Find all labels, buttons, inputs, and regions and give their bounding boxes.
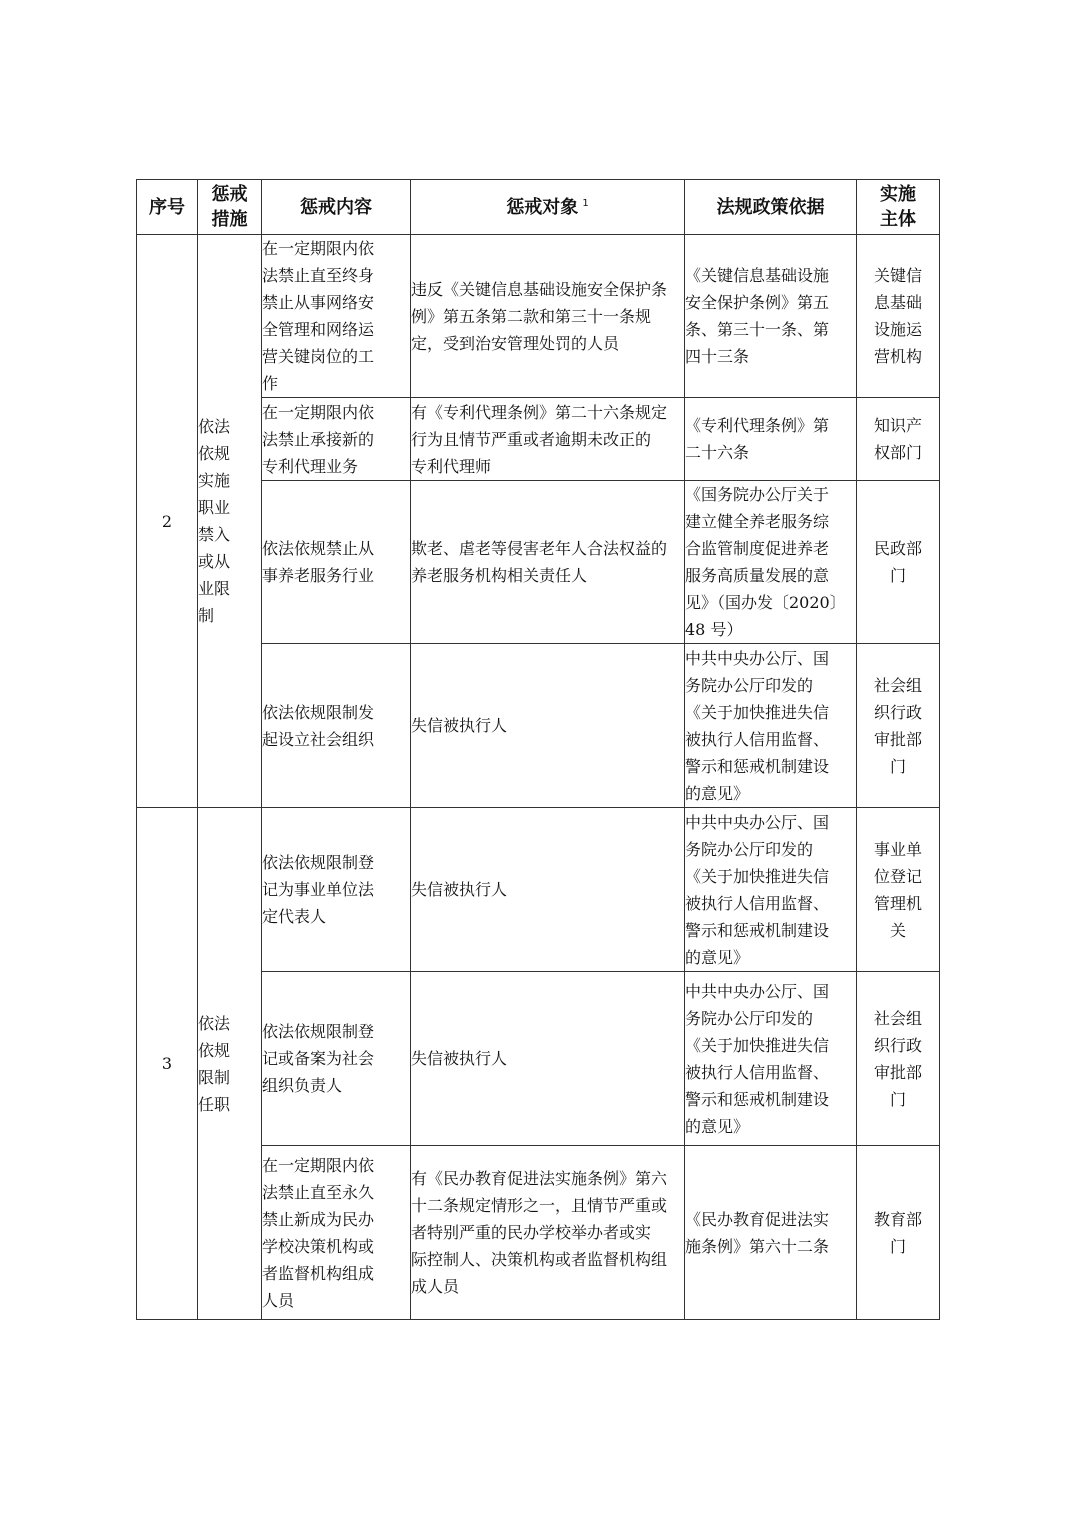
basis-cell-line: 的意见》 bbox=[685, 947, 750, 967]
target-cell bbox=[411, 808, 685, 972]
org-cell bbox=[857, 235, 940, 398]
basis-cell-line: 中共中央办公厅、国 bbox=[685, 981, 830, 1001]
org-cell-line: 社会组 bbox=[873, 1008, 922, 1028]
header-seq: 序号 bbox=[137, 180, 198, 235]
org-cell-line: 关 bbox=[889, 920, 906, 940]
basis-cell-line: 中共中央办公厅、国 bbox=[685, 812, 830, 832]
measure-cell-line: 依规 bbox=[198, 444, 231, 463]
basis-cell-line: 被执行人信用监督、 bbox=[685, 729, 830, 749]
target-cell-line: 定，受到治安管理处罚的人员 bbox=[411, 333, 620, 353]
target-cell-line: 例》第五条第二款和第三十一条规 bbox=[411, 306, 652, 326]
content-cell bbox=[262, 808, 411, 972]
basis-cell-line: 警示和惩戒机制建设 bbox=[685, 756, 830, 776]
org-cell-line: 审批部 bbox=[873, 1062, 922, 1082]
content-cell bbox=[262, 972, 411, 1146]
seq-cell: 2 bbox=[137, 235, 198, 808]
target-cell-line: 行为且情节严重或者逾期未改正的 bbox=[411, 429, 652, 449]
org-cell-line: 门 bbox=[889, 1089, 906, 1109]
content-cell-line: 在一定期限内依 bbox=[262, 402, 375, 422]
basis-cell bbox=[685, 1146, 857, 1320]
org-cell-line: 门 bbox=[889, 1236, 906, 1256]
basis-cell-line: 条、第三十一条、第 bbox=[685, 320, 830, 339]
org-cell-line: 教育部 bbox=[873, 1209, 922, 1229]
table-header-row bbox=[137, 180, 940, 235]
measure-cell-line: 制 bbox=[198, 606, 215, 625]
header-basis: 法规政策依据 bbox=[685, 180, 857, 235]
org-cell-line: 息基础 bbox=[873, 293, 922, 312]
basis-cell-line: 《关于加快推进失信 bbox=[685, 702, 830, 722]
basis-cell-line: 《专利代理条例》第 bbox=[685, 416, 830, 435]
target-cell-line: 十二条规定情形之一，且情节严重或 bbox=[411, 1196, 668, 1215]
basis-cell-line: 的意见》 bbox=[685, 783, 750, 803]
table-body bbox=[137, 235, 940, 1320]
target-cell-line: 专利代理师 bbox=[411, 456, 492, 476]
target-cell-line: 违反《关键信息基础设施安全保护条 bbox=[411, 279, 668, 299]
footnote-marker: 1 bbox=[582, 197, 589, 209]
basis-cell-line: 见》（国办发〔2020〕 bbox=[685, 593, 846, 612]
seq-cell: 3 bbox=[137, 808, 198, 1320]
content-cell-line: 记为事业单位法 bbox=[262, 880, 375, 899]
org-cell-line: 设施运 bbox=[873, 320, 922, 339]
measure-cell-line: 或从 bbox=[198, 552, 231, 571]
org-cell-line: 门 bbox=[889, 756, 906, 776]
content-cell bbox=[262, 481, 411, 644]
measure-cell-line: 业限 bbox=[198, 579, 231, 598]
basis-cell-line: 务院办公厅印发的 bbox=[685, 675, 814, 695]
target-cell bbox=[411, 1146, 685, 1320]
target-cell bbox=[411, 235, 685, 398]
basis-cell bbox=[685, 481, 857, 644]
content-cell-line: 专利代理业务 bbox=[262, 456, 359, 476]
basis-cell bbox=[685, 398, 857, 481]
content-cell bbox=[262, 235, 411, 398]
org-cell bbox=[857, 808, 940, 972]
content-cell-line: 依法依规限制登 bbox=[262, 853, 375, 872]
basis-cell-line: 《关于加快推进失信 bbox=[685, 866, 830, 886]
org-cell bbox=[857, 644, 940, 808]
basis-cell-line: 务院办公厅印发的 bbox=[685, 1008, 814, 1028]
basis-cell-line: 的意见》 bbox=[685, 1116, 750, 1136]
content-cell-line: 在一定期限内依 bbox=[262, 239, 375, 258]
measure-cell-line: 职业 bbox=[198, 498, 231, 517]
basis-cell-line: 警示和惩戒机制建设 bbox=[685, 1089, 830, 1109]
target-cell bbox=[411, 972, 685, 1146]
table-row bbox=[137, 808, 940, 972]
target-cell-line: 者特别严重的民办学校举办者或实 bbox=[411, 1223, 652, 1242]
basis-cell-line: 建立健全养老服务综 bbox=[685, 512, 830, 531]
content-cell-line: 禁止新成为民办 bbox=[262, 1209, 375, 1229]
content-cell-line: 作 bbox=[262, 374, 279, 393]
measure-cell-line: 实施 bbox=[198, 471, 231, 490]
org-cell-line: 社会组 bbox=[873, 675, 922, 695]
basis-cell-line: 被执行人信用监督、 bbox=[685, 893, 830, 913]
content-cell-line: 法禁止直至终身 bbox=[262, 266, 375, 285]
header-target: 惩戒对象 $^1$ bbox=[411, 180, 685, 235]
org-cell-line: 位登记 bbox=[873, 866, 922, 886]
basis-cell-line: 务院办公厅印发的 bbox=[685, 839, 814, 859]
content-cell-line: 依法依规禁止从 bbox=[262, 539, 375, 558]
content-cell-line: 组织负责人 bbox=[262, 1076, 343, 1095]
org-cell-line: 民政部 bbox=[873, 539, 922, 558]
basis-cell-line: 《民办教育促进法实 bbox=[685, 1209, 830, 1229]
content-cell bbox=[262, 1146, 411, 1320]
basis-cell-line: 服务高质量发展的意 bbox=[685, 566, 830, 585]
target-cell bbox=[411, 644, 685, 808]
measure-cell-line: 禁入 bbox=[198, 525, 231, 544]
org-cell-line: 事业单 bbox=[873, 839, 922, 859]
content-cell-line: 人员 bbox=[262, 1290, 295, 1310]
measure-cell-line: 依法 bbox=[198, 417, 231, 436]
punishment-measures-table bbox=[136, 179, 940, 1320]
org-cell-line: 织行政 bbox=[873, 702, 922, 722]
target-cell-line: 失信被执行人 bbox=[411, 880, 508, 899]
content-cell-line: 依法依规限制登 bbox=[262, 1022, 375, 1041]
org-cell-line: 门 bbox=[889, 566, 906, 585]
basis-cell-line: 《关键信息基础设施 bbox=[685, 266, 830, 285]
target-cell-line: 失信被执行人 bbox=[411, 716, 508, 735]
target-cell-line: 成人员 bbox=[411, 1277, 460, 1296]
org-cell-line: 权部门 bbox=[873, 443, 922, 462]
org-cell-line: 关键信 bbox=[873, 266, 922, 285]
measure-cell-line: 任职 bbox=[198, 1094, 231, 1114]
content-cell-line: 法禁止承接新的 bbox=[262, 429, 375, 449]
org-cell-line: 营机构 bbox=[873, 347, 922, 366]
basis-cell-line: 警示和惩戒机制建设 bbox=[685, 920, 830, 940]
content-cell-line: 法禁止直至永久 bbox=[262, 1182, 375, 1202]
header-measure: 惩戒 措施 bbox=[198, 180, 262, 235]
content-cell-line: 全管理和网络运 bbox=[262, 320, 375, 339]
content-cell-line: 禁止从事网络安 bbox=[262, 293, 375, 312]
org-cell bbox=[857, 398, 940, 481]
org-cell-line: 审批部 bbox=[873, 729, 922, 749]
basis-cell-line: 安全保护条例》第五 bbox=[685, 293, 830, 312]
target-cell-line: 有《专利代理条例》第二十六条规定 bbox=[411, 402, 668, 422]
measure-cell bbox=[198, 808, 262, 1320]
measure-cell-line: 限制 bbox=[198, 1067, 231, 1087]
content-cell-line: 记或备案为社会 bbox=[262, 1049, 375, 1068]
target-cell-line: 有《民办教育促进法实施条例》第六 bbox=[411, 1169, 668, 1188]
basis-cell-line: 合监管制度促进养老 bbox=[685, 539, 830, 558]
basis-cell-line: 四十三条 bbox=[685, 347, 750, 366]
measure-cell-line: 依法 bbox=[198, 1013, 231, 1033]
basis-cell-line: 被执行人信用监督、 bbox=[685, 1062, 830, 1082]
basis-cell-line: 中共中央办公厅、国 bbox=[685, 648, 830, 668]
content-cell-line: 起设立社会组织 bbox=[262, 729, 375, 749]
basis-cell bbox=[685, 235, 857, 398]
org-cell-line: 知识产 bbox=[873, 416, 922, 435]
content-cell-line: 事养老服务行业 bbox=[262, 566, 375, 585]
basis-cell-line: 《国务院办公厅关于 bbox=[685, 485, 830, 504]
org-cell bbox=[857, 972, 940, 1146]
content-cell-line: 定代表人 bbox=[262, 907, 327, 926]
basis-cell-line: 48 号） bbox=[685, 620, 743, 639]
basis-cell bbox=[685, 644, 857, 808]
basis-cell bbox=[685, 808, 857, 972]
org-cell-line: 织行政 bbox=[873, 1035, 922, 1055]
basis-cell-line: 施条例》第六十二条 bbox=[685, 1236, 830, 1256]
header-content: 惩戒内容 bbox=[262, 180, 411, 235]
basis-cell-line: 二十六条 bbox=[685, 443, 750, 462]
content-cell-line: 者监督机构组成 bbox=[262, 1263, 375, 1283]
content-cell-line: 营关键岗位的工 bbox=[262, 347, 375, 366]
target-cell-line: 失信被执行人 bbox=[411, 1049, 508, 1068]
target-cell-line: 际控制人、决策机构或者监督机构组 bbox=[411, 1250, 668, 1269]
org-cell bbox=[857, 1146, 940, 1320]
basis-cell-line: 《关于加快推进失信 bbox=[685, 1035, 830, 1055]
org-cell bbox=[857, 481, 940, 644]
measure-cell-line: 依规 bbox=[198, 1040, 231, 1060]
target-cell-line: 养老服务机构相关责任人 bbox=[411, 566, 588, 585]
content-cell-line: 学校决策机构或 bbox=[262, 1236, 375, 1256]
org-cell-line: 管理机 bbox=[873, 893, 922, 913]
table-row bbox=[137, 235, 940, 398]
target-cell bbox=[411, 481, 685, 644]
target-cell-line: 欺老、虐老等侵害老年人合法权益的 bbox=[411, 539, 668, 558]
content-cell bbox=[262, 644, 411, 808]
basis-cell bbox=[685, 972, 857, 1146]
measure-cell bbox=[198, 235, 262, 808]
content-cell-line: 依法依规限制发 bbox=[262, 702, 375, 722]
content-cell-line: 在一定期限内依 bbox=[262, 1155, 375, 1175]
content-cell bbox=[262, 398, 411, 481]
target-cell bbox=[411, 398, 685, 481]
header-org: 实施 主体 bbox=[857, 180, 940, 235]
